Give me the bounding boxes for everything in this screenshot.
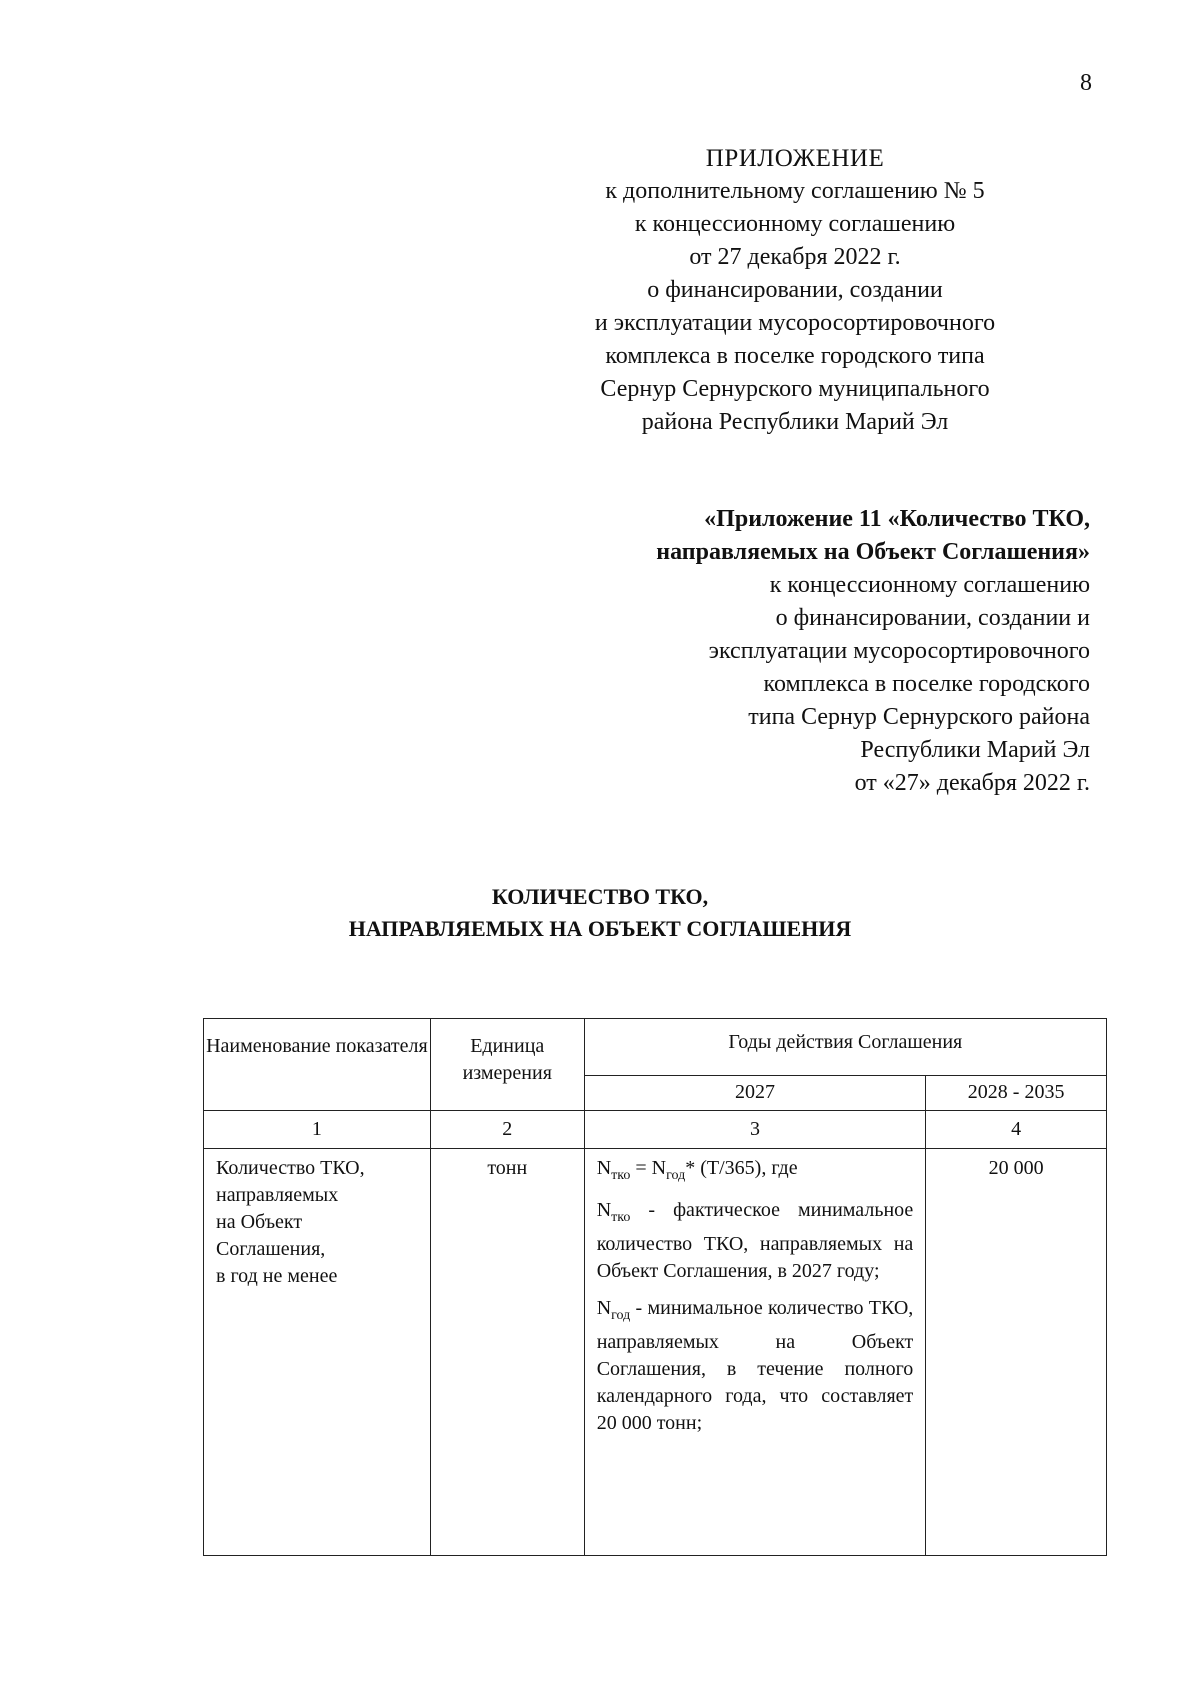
appendix-header-line: от 27 декабря 2022 г.	[689, 244, 901, 270]
table-row	[204, 1149, 1107, 1556]
document-title-line: КОЛИЧЕСТВО ТКО,	[491, 884, 709, 909]
formula-rest: * (T/365), где	[685, 1157, 798, 1179]
appendix-11-line: Республики Марий Эл	[860, 737, 1090, 763]
column-number: 4	[926, 1111, 1107, 1149]
appendix-11-line: от «27» декабря 2022 г.	[854, 770, 1090, 796]
definition-subscript: год	[611, 1308, 631, 1323]
table-numbering-row	[204, 1111, 1107, 1149]
formula-subscript: год	[666, 1168, 686, 1183]
header-years: Годы действия Соглашения	[584, 1019, 1106, 1076]
header-year-2028-2035: 2028 - 2035	[926, 1076, 1107, 1111]
definition-text: - фактическое минимальное количество ТКО, направляемых на Объект Соглашения, в 2027 году;	[596, 1199, 914, 1282]
appendix-header-title: ПРИЛОЖЕНИЕ	[705, 145, 885, 172]
appendix-header-line: о финансировании, создании	[647, 277, 943, 303]
appendix-11-line: типа Сернур Сернурского района	[748, 704, 1090, 730]
appendix-header-line: и эксплуатации мусоросортировочного	[594, 310, 996, 336]
definition-subscript: тко	[611, 1210, 631, 1225]
appendix-11-title-line: «Приложение 11 «Количество ТКО,	[704, 506, 1090, 532]
column-number: 2	[430, 1111, 584, 1149]
header-year-2027: 2027	[584, 1076, 926, 1111]
appendix-11-line: к концессионному соглашению	[769, 572, 1090, 598]
indicator-name-line: Соглашения,	[216, 1238, 326, 1260]
indicator-name-cell	[204, 1149, 431, 1556]
appendix-11-line: комплекса в поселке городского	[763, 671, 1090, 697]
formula-symbol: N	[651, 1157, 667, 1179]
definition-symbol: N	[596, 1297, 612, 1319]
definition-n-god	[597, 1295, 914, 1437]
appendix-header-line: комплекса в поселке городского типа	[605, 343, 985, 369]
document-title	[0, 881, 1200, 945]
formula-symbol: N	[596, 1157, 612, 1179]
header-unit: Единица измерения	[430, 1019, 584, 1111]
formula	[597, 1155, 914, 1189]
indicator-name-line: в год не менее	[216, 1265, 338, 1287]
appendix-header-line: к дополнительному соглашению № 5	[605, 178, 985, 204]
indicator-name-line: направляемых	[216, 1184, 339, 1206]
appendix-11-line: о финансировании, создании и	[775, 605, 1090, 631]
appendix-header-line: района Республики Марий Эл	[641, 409, 949, 435]
appendix-header-line: Сернур Сернурского муниципального	[600, 376, 990, 402]
header-indicator-name: Наименование показателя	[204, 1019, 431, 1111]
formula-cell	[584, 1149, 926, 1556]
indicator-name-line: Количество ТКО,	[216, 1157, 365, 1179]
appendix-11-block	[530, 503, 1090, 800]
appendix-header-line: к концессионному соглашению	[634, 211, 956, 237]
tko-quantity-table	[203, 1018, 1107, 1556]
document-title-line: НАПРАВЛЯЕМЫХ НА ОБЪЕКТ СОГЛАШЕНИЯ	[348, 916, 852, 941]
formula-subscript: тко	[611, 1168, 631, 1183]
definition-text: - минимальное количество ТКО, направляемых на Объект Соглашения, в течение полного календарного года, что составляет 20 000 тонн;	[596, 1297, 914, 1434]
page-number: 8	[1080, 70, 1092, 96]
formula-equals: =	[630, 1157, 652, 1179]
appendix-11-line: эксплуатации мусоросортировочного	[708, 638, 1090, 664]
value-2028-2035-cell: 20 000	[926, 1149, 1107, 1556]
table-header-row	[204, 1019, 1107, 1076]
appendix-11-title-line: направляемых на Объект Соглашения»	[656, 539, 1090, 565]
column-number: 1	[204, 1111, 431, 1149]
indicator-name-line: на Объект	[216, 1211, 303, 1233]
appendix-header	[560, 142, 1030, 439]
column-number: 3	[584, 1111, 926, 1149]
unit-cell: тонн	[430, 1149, 584, 1556]
definition-symbol: N	[596, 1199, 612, 1221]
definition-n-tko	[597, 1197, 914, 1285]
